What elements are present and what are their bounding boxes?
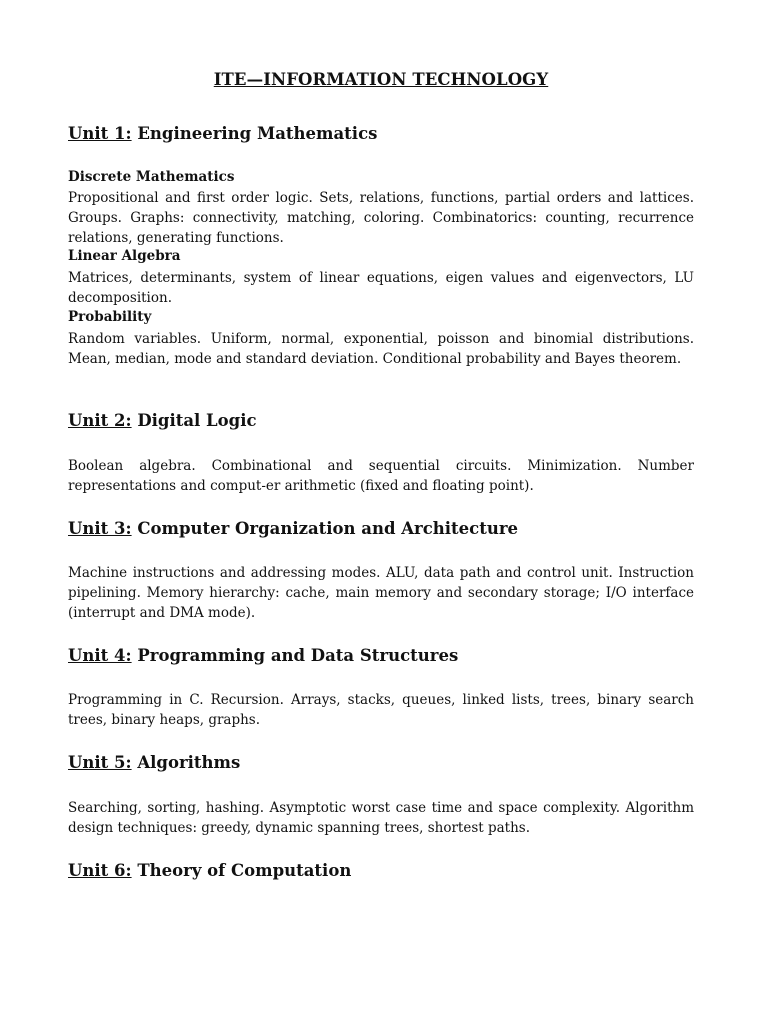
unit-6-label: Unit 6: [68, 861, 132, 880]
section-text-probability: Random variables. Uniform, normal, exponential, poisson and binomial distributions. Mean, median, mode and standard deviation. Conditional probability and Bayes theorem. [68, 331, 694, 367]
unit-1-name: Engineering Mathematics [137, 124, 378, 143]
unit-4-heading [68, 646, 694, 665]
unit-5-name: Algorithms [137, 753, 241, 772]
document-title: ITE—INFORMATION TECHNOLOGY [213, 70, 549, 89]
section-heading-linear-algebra: Linear Algebra [68, 248, 181, 264]
section-text-linear-algebra: Matrices, determinants, system of linear equations, eigen values and eigenvectors, LU decomposition. [68, 270, 694, 306]
section-heading-probability: Probability [68, 309, 152, 325]
unit-2-heading [68, 411, 694, 430]
unit-1-heading [68, 124, 694, 143]
unit-5-text: Searching, sorting, hashing. Asymptotic worst case time and space complexity. Algorithm design techniques: greedy, dynamic spanning trees, shortest paths. [68, 800, 694, 836]
unit-6-name: Theory of Computation [137, 861, 352, 880]
unit-2-label: Unit 2: [68, 411, 132, 430]
unit-6-heading [68, 861, 694, 880]
unit-3-label: Unit 3: [68, 519, 132, 538]
section-text-discrete-mathematics: Propositional and first order logic. Sets, relations, functions, partial orders and lattices. Groups. Graphs: connectivity, matching, coloring. Combinatorics: counting, recurrence relations, generating functions. [68, 190, 694, 246]
unit-2-text: Boolean algebra. Combinational and sequential circuits. Minimization. Number representations and comput-er arithmetic (fixed and floating point). [68, 458, 694, 494]
section-heading-discrete-mathematics: Discrete Mathematics [68, 169, 235, 185]
unit-5-heading [68, 753, 694, 772]
unit-4-name: Programming and Data Structures [137, 646, 459, 665]
unit-3-name: Computer Organization and Architecture [137, 519, 519, 538]
unit-5-label: Unit 5: [68, 753, 132, 772]
unit-4-label: Unit 4: [68, 646, 132, 665]
unit-1-label: Unit 1: [68, 124, 132, 143]
unit-4-text: Programming in C. Recursion. Arrays, stacks, queues, linked lists, trees, binary search trees, binary heaps, graphs. [68, 692, 694, 728]
unit-3-heading [68, 519, 694, 538]
unit-3-text: Machine instructions and addressing modes. ALU, data path and control unit. Instruction pipelining. Memory hierarchy: cache, main memory and secondary storage; I/O interface (interrupt and DMA mode). [68, 565, 694, 621]
unit-2-name: Digital Logic [137, 411, 257, 430]
